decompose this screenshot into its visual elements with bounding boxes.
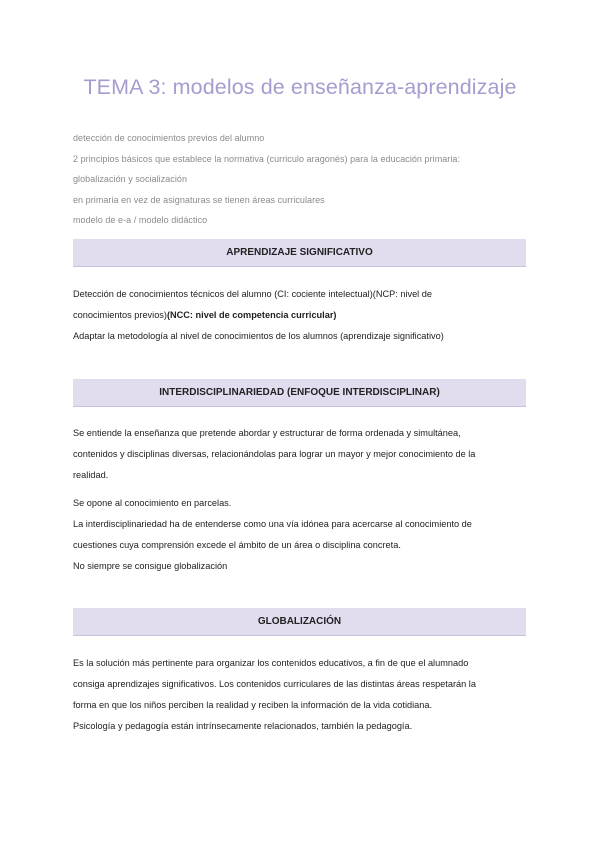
body-line (73, 305, 529, 326)
section-body-globalizacion (73, 653, 529, 737)
body-text: conocimientos previos) (73, 310, 167, 320)
intro-line: globalización y socialización (73, 174, 188, 184)
intro-line: modelo de e-a / modelo didáctico (73, 215, 208, 225)
body-line: Adaptar la metodología al nivel de conocimientos de los alumnos (aprendizaje significativo) (73, 331, 444, 341)
body-line: consiga aprendizajes significativos. Los contenidos curriculares de las distintas áreas respetarán la (73, 679, 476, 689)
body-bold-text: (NCC: nivel de competencia curricular) (166, 310, 337, 320)
body-line: Se entiende la enseñanza que pretende abordar y estructurar de forma ordenada y simultánea, (73, 428, 461, 438)
body-line: cuestiones cuya comprensión excede el ámbito de un área o disciplina concreta. (73, 540, 401, 550)
section-heading-aprendizaje: APRENDIZAJE SIGNIFICATIVO (73, 239, 526, 267)
body-line: No siempre se consigue globalización (73, 561, 228, 571)
body-line: contenidos y disciplinas diversas, relacionándolas para lograr un mayor y mejor conocimiento de la (73, 449, 476, 459)
section-body-aprendizaje (73, 284, 529, 347)
body-line: realidad. (73, 470, 109, 480)
section-heading-interdisciplinariedad: INTERDISCIPLINARIEDAD (ENFOQUE INTERDISCIPLINAR) (73, 379, 526, 407)
body-line: Detección de conocimientos técnicos del alumno (CI: cociente intelectual)(NCP: nivel de (73, 289, 432, 299)
body-line: Se opone al conocimiento en parcelas. (73, 498, 232, 508)
section-body-interdisciplinariedad-1 (73, 423, 529, 486)
body-line: Psicología y pedagogía están intrínsecamente relacionados, también la pedagogía. (73, 721, 413, 731)
body-line: La interdisciplinariedad ha de entenderse como una vía idónea para acercarse al conocimiento de (73, 519, 472, 529)
intro-notes (73, 128, 543, 231)
section-heading-globalizacion: GLOBALIZACIÓN (73, 608, 526, 636)
intro-line: detección de conocimientos previos del alumno (73, 133, 265, 143)
body-line: Es la solución más pertinente para organizar los contenidos educativos, a fin de que el alumnado (73, 658, 469, 668)
section-body-interdisciplinariedad-2 (73, 493, 529, 577)
intro-line: en primaria en vez de asignaturas se tienen áreas curriculares (73, 194, 325, 205)
intro-line: 2 principios básicos que establece la normativa (curriculo aragonés) para la educación primaria: (73, 153, 460, 164)
body-line: forma en que los niños perciben la realidad y reciben la información de la vida cotidiana. (73, 700, 433, 710)
page-title: TEMA 3: modelos de enseñanza-aprendizaje (83, 75, 517, 99)
